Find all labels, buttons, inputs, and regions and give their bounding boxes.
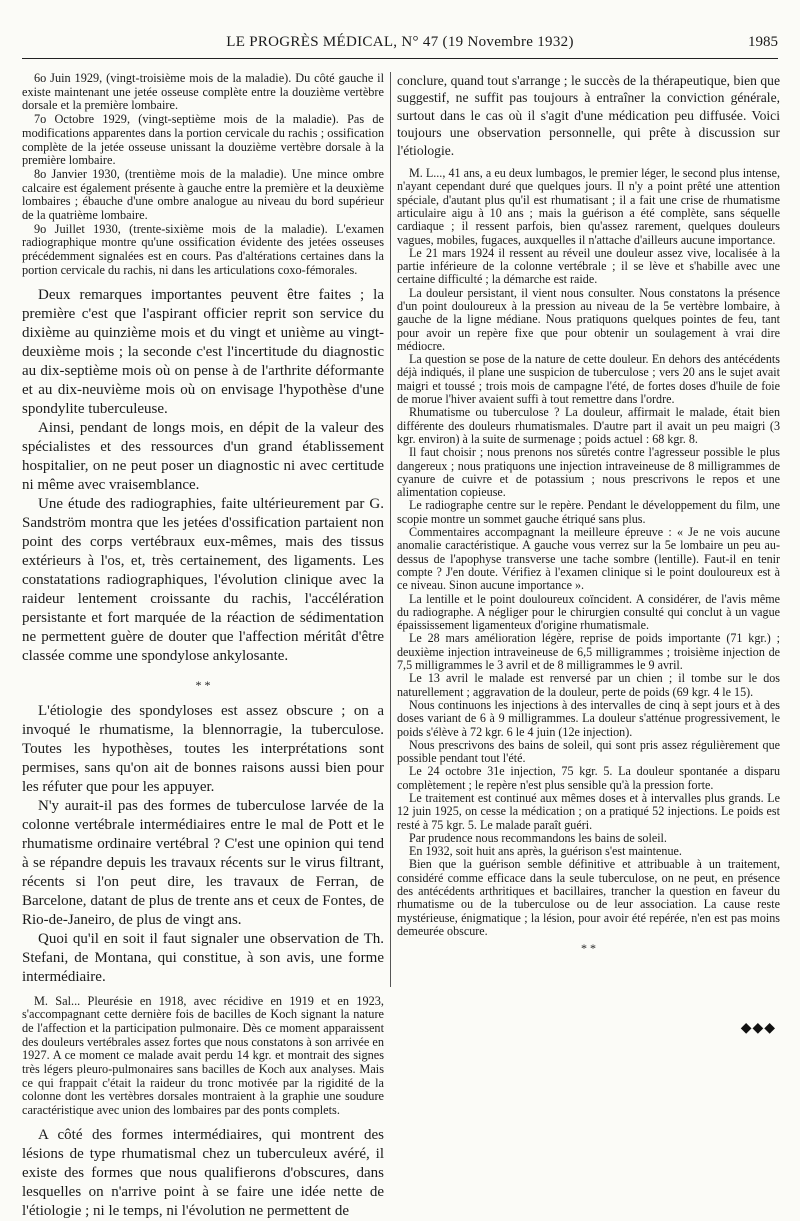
ornament: ◆◆◆: [740, 1021, 776, 1036]
journal-title: LE PROGRÈS MÉDICAL, N° 47 (19 Novembre 1932): [226, 34, 574, 50]
page-number: 1985: [748, 34, 778, 50]
column-divider: [390, 72, 391, 987]
observation-paragraph: Il faut choisir ; nous prenons nos sûretés contre l'agresseur possible le plus dangereux ; nous pratiquons une injection intraveineuse de 8 milligrammes de cyanure de cuivre et de potassium ; nous prescrivons le repos et une alimentation copieuse.: [397, 445, 780, 500]
paragraph: L'étiologie des spondyloses est assez obscure ; on a invoqué le rhumatisme, la blennorragie, la tuberculose. Toutes les hypothèses, toutes les interprétations sont permises, sans qu'on ait de bonnes raisons aussi bien pour les réfuter que pour les appuyer.: [22, 702, 384, 795]
observation-paragraph: Rhumatisme ou tuberculose ? La douleur, affirmait le malade, était bien différente des douleurs rhumatismales. D'autre part il avait un peu maigri (3 kgr. environ) à la suite de surmenage ; poids actuel : 68 kgr. 8.: [397, 405, 780, 446]
observation-paragraph: Le 13 avril le malade est renversé par un chien ; il tombe sur le dos naturellement ; aggravation de la douleur, perte de poids (69 kgr. 4 le 15).: [397, 671, 780, 699]
case-entry: 9o Juillet 1930, (trente-sixième mois de la maladie). L'examen radiographique montre qu'une ossification évidente des jetées osseuses précédemment signalées est en cours. Pas d'altérations certaines dans la portion cervicale du rachis, ni dans les articulations coxo-fémorales.: [22, 221, 384, 277]
observation-paragraph: Le radiographe centre sur le repère. Pendant le développement du film, une scopie montre un sommet gauche étriqué sans plus.: [397, 498, 780, 526]
observation-paragraph: Le 28 mars amélioration légère, reprise de poids importante (71 kgr.) ; deuxième injection intraveineuse de 6,5 milligrammes ; troisième injection de 7,5 milligrammes le 3 avril et de 8 milligrammes le 9 avril.: [397, 631, 780, 673]
case-entry: 6o Juin 1929, (vingt-troisième mois de la maladie). Du côté gauche il existe maintenant une jetée osseuse complète entre la douzième vertèbre dorsale et la première lombaire.: [22, 71, 384, 113]
paragraph: Deux remarques importantes peuvent être faites ; la première c'est que l'aspirant officier reprit son service du dixième au quinzième mois et du vingt et unième au vingt-deuxième mois ; la seconde c'est l'incertitude du diagnostic au dix-septième mois où on pense à de l'arthrite déformante et au dix-neuvième mois où on envisage l'hypothèse d'une spondylite tuberculeuse.: [22, 286, 384, 417]
paragraph: N'y aurait-il pas des formes de tuberculose larvée de la colonne vertébrale intermédiaires entre le mal de Pott et le rhumatisme ordinaire vertébral ? C'est une opinion qui tend à se répandre depuis les travaux récents sur le virus filtrant, récents si l'on peut dire, les travaux de Ferran, de Barcelone, datant de plus de trente ans et ceux de Fontes, de Rio-de-Janeiro, de plus de vingt ans.: [22, 797, 384, 928]
observation-paragraph: Bien que la guérison semble définitive et attribuable à un traitement, considéré comme efficace dans la seule tuberculose, on ne peut, en présence des antécédents arthritiques et bacillaires, trancher la question en faveur du rhumatisme ou de la tuberculose ou de leur association. La cause reste mystérieuse, énigmatique ; la lésion, pour avoir été repérée, n'en est pas moins demeurée obscure.: [397, 857, 780, 938]
paragraph: A côté des formes intermédiaires, qui montrent des lésions de type rhumatismal chez un tuberculeux avéré, il existe des formes que nous qualifierons d'obscures, dans lesquelles on n'arrive point à se faire une idée nette de l'étiologie ; ni le temps, ni l'évolution ne permettent de: [22, 1126, 384, 1219]
observation-paragraph: Par prudence nous recommandons les bains de soleil.: [409, 830, 667, 845]
body-text-2: [22, 702, 384, 987]
observation-paragraph: La douleur persistant, il vient nous consulter. Nous constatons la présence d'un point douloureux à la pression au niveau de la 5e vertèbre lombaire, à gauche de la ligne médiane. Nous pratiquons quelques pointes de feu, tant pour avoir un repère fixe que pour obtenir un soulagement à vrai dire médiocre.: [397, 285, 780, 353]
observation-paragraph: Le 21 mars 1924 il ressent au réveil une douleur assez vive, localisée à la partie inférieure de la colonne vertébrale ; il se lève et s'habille avec une certaine difficulté ; la démarche est raide.: [397, 245, 780, 287]
observation-paragraph: La question se pose de la nature de cette douleur. En dehors des antécédents déjà indiqués, il plane une suspicion de tuberculose ; vers 20 ans le sujet avait maigri et toussé ; trois mois de campagne l'été, de fortes doses d'huile de foie de morue l'hiver avaient suffi à tout remettre dans l'ordre.: [397, 352, 780, 407]
observation-paragraph: La lentille et le point douloureux coïncident. A considérer, de l'avis même du radiographe. A négliger pour le chirurgien consulté qui conclut à un vague épaississement ligamenteux d'origine rhumatismale.: [397, 591, 780, 633]
case-entry: 7o Octobre 1929, (vingt-septième mois de la maladie). Pas de modifications apparentes dans la portion cervicale du rachis ; ossification complète de la jetée osseuse unissant la douzième vertèbre dorsale à la première lombaire.: [22, 112, 384, 168]
observation-paragraph: Le 24 octobre 31e injection, 75 kgr. 5. La douleur spontanée a disparu complètement ; le repère n'est plus sensible qu'à la pression forte.: [397, 764, 780, 792]
case-entries: [22, 72, 384, 278]
observation-personal: [397, 167, 780, 938]
case-entry: 8o Janvier 1930, (trentième mois de la maladie). Une mince ombre calcaire est également présente à gauche entre la première et la deuxième lombaires ; ébauche d'une ombre analogue au niveau du bord supérieur de la quatrième lombaire.: [22, 166, 384, 223]
observation-paragraph: En 1932, soit huit ans après, la guérison s'est maintenue.: [409, 844, 682, 859]
body-text-1: [22, 286, 384, 666]
observation-text: M. Sal... Pleurésie en 1918, avec récidive en 1919 et en 1923, s'accompagnant cette dernière fois de bacilles de Koch signant la nature de l'affection et la participation pulmonaire. Dès ce moment apparaissent des douleurs vertébrales assez fortes que nous constatons à son arrivée en 1927. A ce moment ce malade avait perdu 14 kgr. et montrait des signes très légers pleuro-pulmonaires sans bacilles de Koch aux analyses. Mais ce qui frappait c'était la raideur du tronc motivée par la rigidité de la colonne dont les vertèbres dorsales montraient à la graphie une soudure caractéristique avec union des lombaires par des ponts complets.: [22, 993, 384, 1118]
right-column: [397, 72, 780, 1032]
left-column: [22, 71, 384, 1219]
paragraph: Quoi qu'il en soit il faut signaler une observation de Th. Stefani, de Montana, qui constitue, à son avis, une forme intermédiaire.: [22, 930, 384, 985]
body-text-3: [22, 1126, 384, 1221]
observation-paragraph: M. L..., 41 ans, a eu deux lumbagos, le premier léger, le second plus intense, n'ayant cependant duré que quelques jours. Il n'y a point prêté une attention spéciale, d'autant plus qu'il est rhumatisant ; il a fait une crise de rhumatisme articulaire aigu à 10 ans ; mais la guérison a été complète, sans séquelle cardiaque ; il ressent parfois, bien qu'assez rarement, quelques douleurs vagues, mobiles, fugaces, auxquelles il n'attache d'ailleurs aucune importance.: [397, 166, 780, 247]
paragraph: conclure, quand tout s'arrange ; le succès de la thérapeutique, bien que suggestif, ne suffit pas toujours à entraîner la conviction générale, surtout dans le cas où il s'agit d'une médication peu diffusée. Voici toujours une observation personnelle, qui prête à discussion sur l'étiologie.: [397, 73, 780, 158]
observation-paragraph: Le traitement est continué aux mêmes doses et à intervalles plus grands. Le 12 juin 1925, on cesse la médication ; on a pratiqué 52 injections. Le poids est resté à 75 kgr. 5. Le malade paraît guéri.: [397, 790, 780, 832]
observation-stefani: [22, 995, 384, 1118]
section-separator: * *: [581, 941, 596, 956]
observation-paragraph: Nous continuons les injections à des intervalles de cinq à sept jours et à des doses variant de 6 à 9 milligrammes. La douleur s'atténue progressivement, le poids s'élève à 72 kgr. 6 le 4 juin (12e injection).: [397, 697, 780, 739]
observation-paragraph: Commentaires accompagnant la meilleure épreuve : « Je ne vois aucune anomalie caractéristique. A gauche vous verrez sur la 5e lombaire un peu au-dessus de l'apophyse transverse une tache sombre (lentille). Faut-il en tenir compte ? J'en doute. Vérifiez à l'examen clinique si le point douloureux est à ce niveau. Sinon aucune importance ».: [397, 525, 780, 593]
right-intro: [397, 72, 780, 159]
section-separator: * *: [195, 677, 211, 692]
paragraph: Ainsi, pendant de longs mois, en dépit de la valeur des spécialistes et des ressources d'un grand établissement hospitalier, on ne peut poser un diagnostic ni avec certitude ni même avec vraisemblance.: [22, 419, 384, 493]
observation-paragraph: Nous prescrivons des bains de soleil, qui sont pris assez régulièrement que possible pendant tout l'été.: [397, 737, 780, 766]
paragraph: Une étude des radiographies, faite ultérieurement par G. Sandström montra que les jetées d'ossification partaient non point des corps vertébraux eux-mêmes, mais des tissus extérieurs à l'os, et, très certainement, des ligaments. Les constatations radiographiques, l'évolution clinique avec la raideur lentement croissante du rachis, l'accélération persistante et fort marquée de la réaction de sédimentation ne permettent guère de douter que l'affection méritât d'être classée comme une spondylose ankylosante.: [22, 495, 384, 664]
page-header: [22, 34, 778, 59]
